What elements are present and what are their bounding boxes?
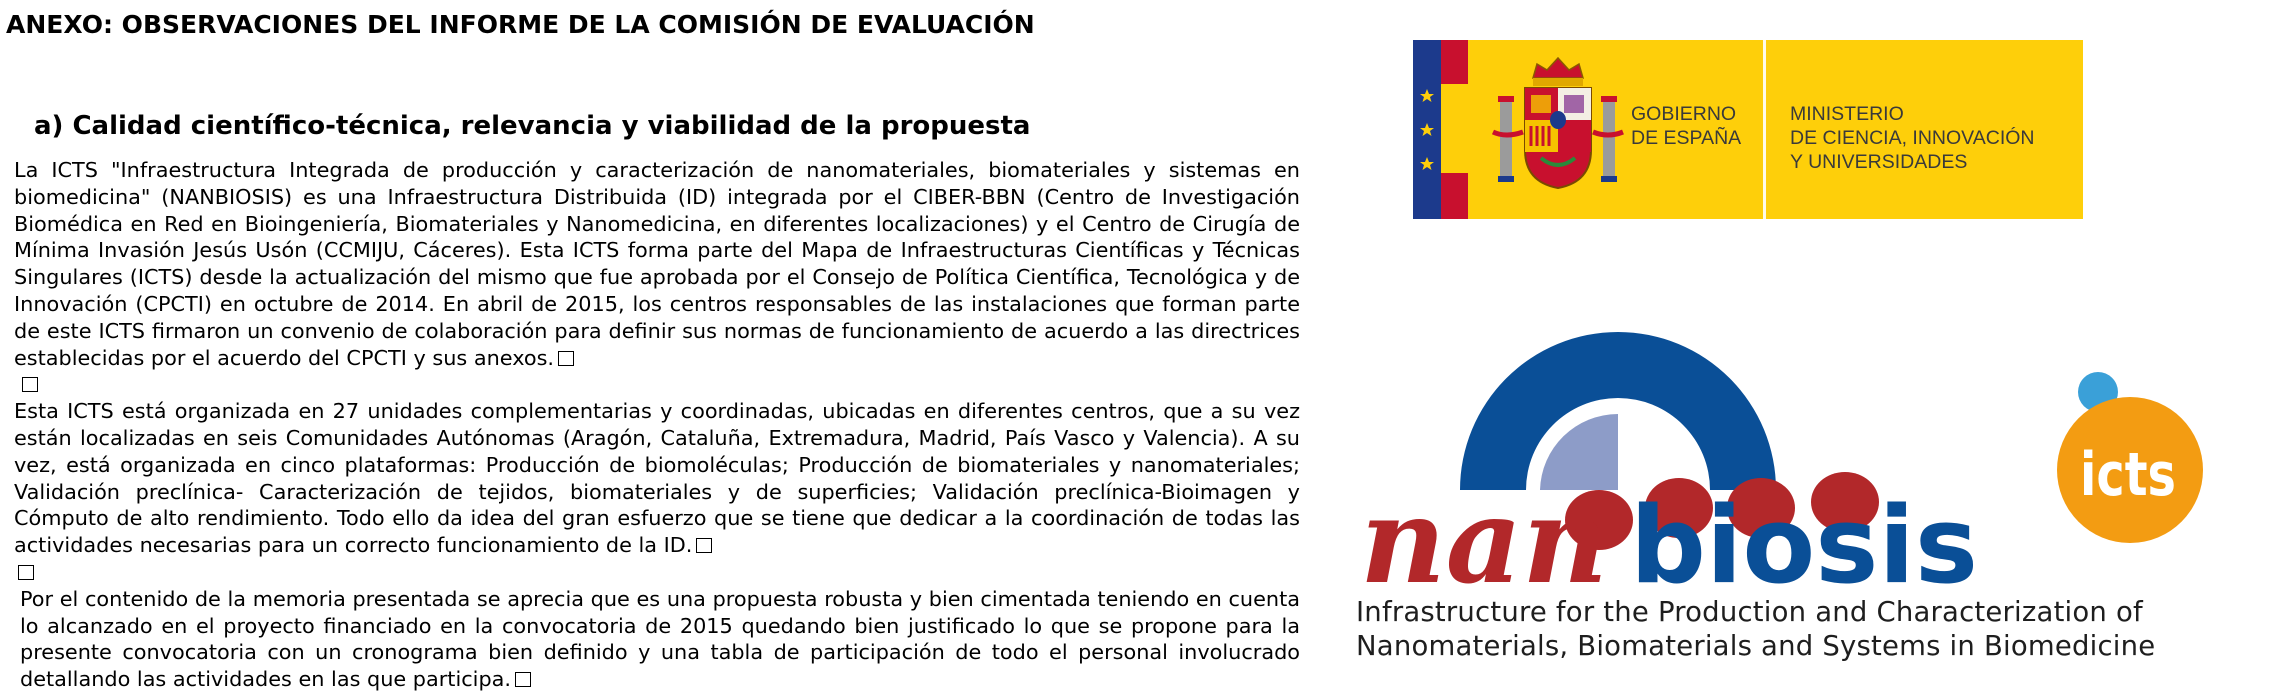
section-heading: a) Calidad científico-técnica, relevancia y viabilidad de la propuesta — [34, 111, 1031, 141]
paragraph-2-text: Esta ICTS está organizada en 27 unidades complementarias y coordinadas, ubicadas en diferentes centros, que a su vez están localizadas en seis Comunidades Autónomas (Aragón, Cataluña, Extremadura, Madrid, País Vasco y Valencia). A su vez, está organizada en cinco plataformas: Producción de biomoléculas; Producción de biomateriales y nanomateriales; Validación preclínica- Caracterización de tejidos, biomateriales y de superficies; Validación preclínica-Bioimagen y Cómputo de alto rendimiento. Todo ello da idea del gran esfuerzo que se tiene que dedicar a la coordinación de todas las actividades necesarias para un correcto funcionamiento de la ID. — [14, 399, 1300, 558]
checkbox-icon — [515, 672, 531, 687]
ministerio-line-2: DE CIENCIA, INNOVACIÓN — [1790, 127, 2035, 149]
checkbox-icon — [696, 538, 712, 553]
annex-title: ANEXO: OBSERVACIONES DEL INFORME DE LA COMISIÓN DE EVALUACIÓN — [6, 10, 1035, 39]
ministerio-line-3: Y UNIVERSIDADES — [1790, 151, 1968, 173]
paragraph-3-text: Por el contenido de la memoria presentada se aprecia que es una propuesta robusta y bien cimentada teniendo en cuenta lo alcanzado en el proyecto financiado en la convocatoria de 2015 quedando bien justificado lo que se propone para la presente convocatoria con un cronograma bien definido y una tabla de participación de todo el personal involucrado detallando las actividades en las que participa. — [20, 586, 1300, 692]
paragraph-1-text: La ICTS "Infraestructura Integrada de producción y caracterización de nanomateriales, biomateriales y sistemas en biomedicina" (NANBIOSIS) es una Infraestructura Distribuida (ID) integrada por el CIBER-BBN (Centro de Investigación Biomédica en Red en Bioingeniería, Biomateriales y Nanomedicina, en diferentes localizaciones) y el Centro de Cirugía de Mínima Invasión Jesús Usón (CCMIJU, Cáceres). Esta ICTS forma parte del Mapa de Infraestructuras Científicas y Técnicas Singulares (ICTS) desde la actualización del mismo que fue aprobada por el Consejo de Política Científica, Tecnológica y de Innovación (CPCTI) en octubre de 2014. En abril de 2015, los centros responsables de las instalaciones que forman parte de este ICTS firmaron un convenio de colaboración para definir sus normas de funcionamiento de acuerdo a las directrices establecidas por el acuerdo del CPCTI y sus anexos. — [14, 158, 1300, 370]
ministerio-text — [1790, 102, 2035, 174]
nanbiosis-caption — [1356, 595, 2216, 663]
ministerio-line-1: MINISTERIO — [1790, 103, 1904, 125]
checkbox-icon — [22, 377, 38, 392]
paragraph-3 — [14, 586, 1300, 693]
caption-line-1: Infrastructure for the Production and Characterization of — [1356, 596, 2143, 628]
gobierno-logo — [1413, 40, 2083, 219]
checkbox-icon — [558, 351, 574, 366]
paragraph-1 — [14, 157, 1300, 371]
document-body — [14, 157, 1300, 693]
icts-text: icts — [2080, 440, 2176, 510]
gobierno-text — [1631, 102, 1741, 150]
brand-biosis-text: biosis — [1630, 484, 1978, 607]
logo-divider — [1763, 40, 1766, 219]
paragraph-2 — [14, 398, 1300, 559]
coat-of-arms-icon — [1413, 40, 1633, 219]
empty-line — [14, 371, 1300, 398]
checkbox-icon — [18, 565, 34, 580]
caption-line-2: Nanomaterials, Biomaterials and Systems in Biomedicine — [1356, 630, 2156, 662]
brand-nan-text: nan — [1360, 471, 1608, 610]
empty-line — [14, 559, 1300, 586]
gobierno-line-1: GOBIERNO — [1631, 103, 1737, 125]
gobierno-line-2: DE ESPAÑA — [1631, 127, 1742, 149]
